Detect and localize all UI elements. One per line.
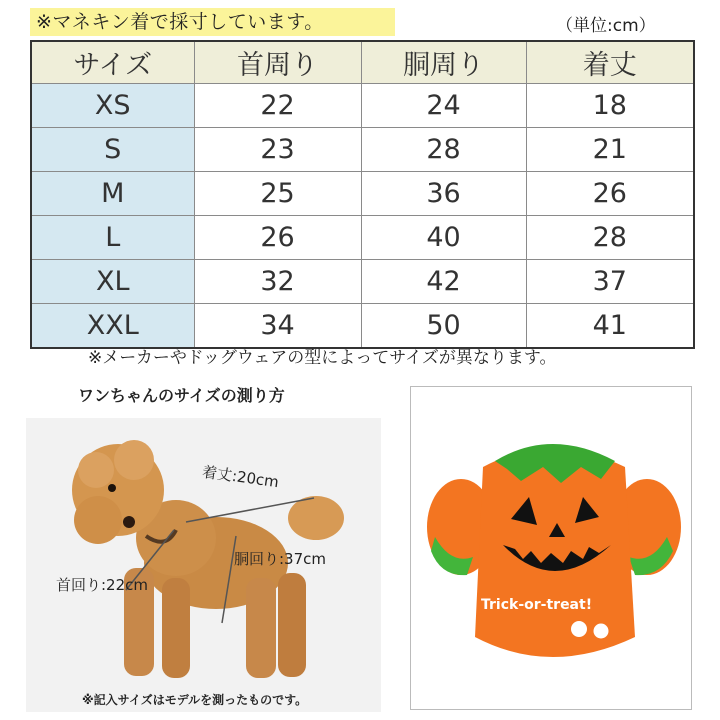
header-size: サイズ (31, 41, 194, 84)
chest-cell: 40 (361, 216, 526, 260)
neck-cell: 23 (194, 128, 361, 172)
neck-cell: 34 (194, 304, 361, 349)
table-row (31, 216, 694, 260)
length-cell: 37 (526, 260, 694, 304)
header-length: 着丈 (526, 41, 694, 84)
size-cell: S (31, 128, 194, 172)
header-chest: 胴周り (361, 41, 526, 84)
sweater-print-text: Trick-or-treat! (481, 597, 593, 613)
unit-label: （単位:cm） (556, 16, 656, 36)
table-row (31, 128, 694, 172)
table-row (31, 304, 694, 349)
size-table (30, 40, 695, 349)
table-row (31, 172, 694, 216)
table-row (31, 84, 694, 128)
size-cell: XXL (31, 304, 194, 349)
chest-cell: 42 (361, 260, 526, 304)
length-label: 着丈:20cm (201, 462, 280, 492)
product-photo (410, 386, 692, 710)
header-neck: 首周り (194, 41, 361, 84)
length-cell: 26 (526, 172, 694, 216)
length-cell: 28 (526, 216, 694, 260)
chest-label: 胴回り:37cm (234, 550, 326, 568)
length-cell: 18 (526, 84, 694, 128)
neck-cell: 26 (194, 216, 361, 260)
table-row (31, 260, 694, 304)
chest-cell: 50 (361, 304, 526, 349)
size-cell: XL (31, 260, 194, 304)
chest-cell: 28 (361, 128, 526, 172)
neck-cell: 22 (194, 84, 361, 128)
length-cell: 21 (526, 128, 694, 172)
neck-cell: 32 (194, 260, 361, 304)
size-cell: L (31, 216, 194, 260)
table-header-row (31, 41, 694, 84)
pumpkin-sweater-image (411, 387, 691, 709)
neck-label: 首回り:22cm (56, 576, 148, 594)
chest-cell: 24 (361, 84, 526, 128)
size-cell: XS (31, 84, 194, 128)
chest-cell: 36 (361, 172, 526, 216)
guide-note: ※記入サイズはモデルを測ったものです。 (82, 693, 308, 707)
neck-cell: 25 (194, 172, 361, 216)
guide-title: ワンちゃんのサイズの測り方 (78, 386, 285, 405)
size-cell: M (31, 172, 194, 216)
measurement-guide (26, 382, 381, 712)
maker-note: ※メーカーやドッグウェアの型によってサイズが異なります。 (88, 348, 557, 368)
notice-banner: ※マネキン着で採寸しています。 (30, 8, 395, 36)
length-cell: 41 (526, 304, 694, 349)
